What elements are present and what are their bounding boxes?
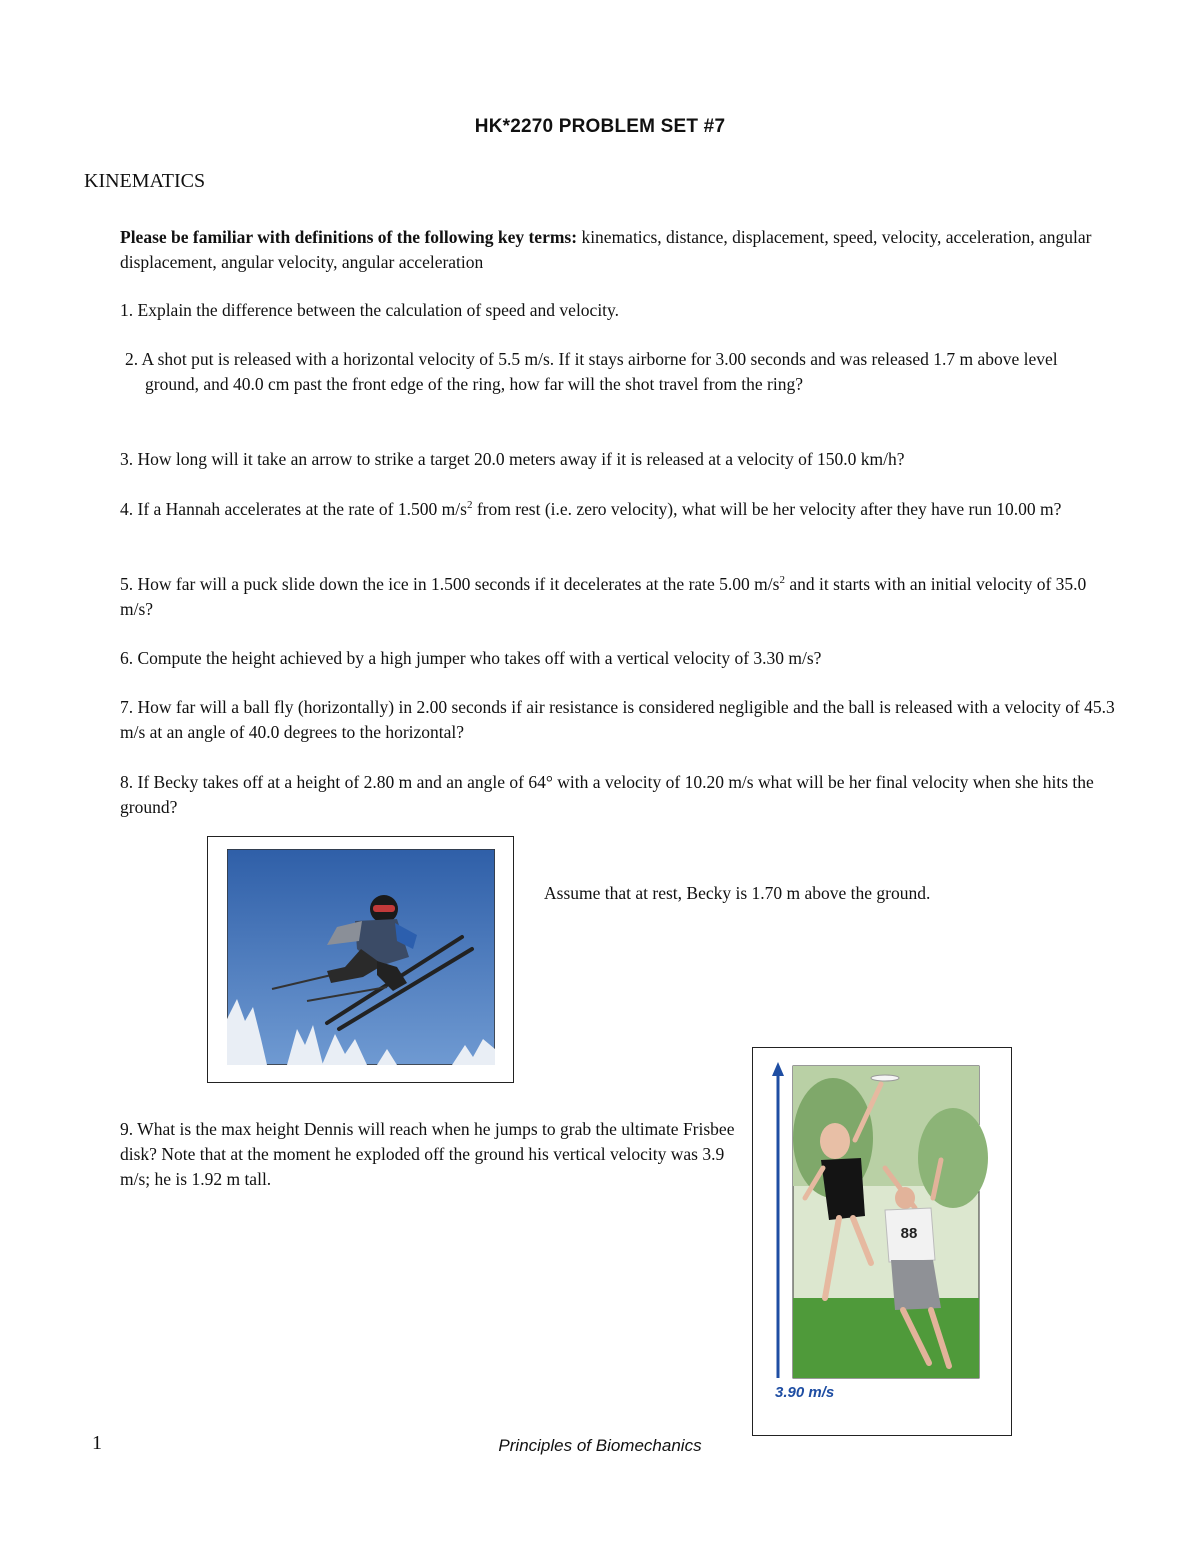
page-number: 1 xyxy=(92,1432,102,1454)
key-terms xyxy=(120,225,1120,275)
velocity-arrow xyxy=(772,1062,784,1378)
question-5-sup: 2 xyxy=(779,574,785,587)
question-4-text-a: 4. If a Hannah accelerates at the rate of 1.500 m/s xyxy=(120,499,467,519)
question-5 xyxy=(120,572,1120,622)
velocity-label: 3.90 m/s xyxy=(775,1384,835,1401)
page-title: HK*2270 PROBLEM SET #7 xyxy=(474,116,726,137)
question-2: 2. A shot put is released with a horizontal velocity of 5.5 m/s. If it stays airborne for 3.00 seconds and was released 1.7 m above level ground, and 40.0 cm past the front edge of the ring, how far will the shot travel from the ring? xyxy=(125,349,1058,394)
jersey-number: 88 xyxy=(900,1225,918,1242)
question-3: 3. How long will it take an arrow to strike a target 20.0 meters away if it is released at a velocity of 150.0 km/h? xyxy=(120,449,905,469)
skier-figure-frame xyxy=(207,836,514,1083)
question-4 xyxy=(120,497,1120,522)
skier-photo xyxy=(227,849,495,1065)
section-heading: KINEMATICS xyxy=(84,170,206,192)
question-4-sup: 2 xyxy=(466,499,473,512)
question-5-text-b: and it starts with an initial velocity of 35.0 m/s? xyxy=(120,574,1087,619)
question-1: 1. Explain the difference between the calculation of speed and velocity. xyxy=(120,300,620,320)
question-9: 9. What is the max height Dennis will reach when he jumps to grab the ultimate Frisbee disk? Note that at the moment he exploded off the ground his vertical velocity was 3.9 m/s; he is 1.92 m tall. xyxy=(120,1119,735,1189)
question-2-wrap xyxy=(125,347,1115,397)
question-4-text-b: from rest (i.e. zero velocity), what will be her velocity after they have run 10.00 m? xyxy=(472,499,1062,519)
question-7: 7. How far will a ball fly (horizontally) in 2.00 seconds if air resistance is considered negligible and the ball is released with a velocity of 45.3 m/s at an angle of 40.0 degrees to the horizontal? xyxy=(120,697,1115,742)
key-terms-list: kinematics, distance, displacement, speed, velocity, acceleration, angular displacement, angular velocity, angular acceleration xyxy=(120,227,1092,272)
question-8-note: Assume that at rest, Becky is 1.70 m above the ground. xyxy=(544,883,931,903)
frisbee-figure-frame xyxy=(752,1047,1012,1436)
frisbee-disk xyxy=(871,1075,899,1081)
question-6: 6. Compute the height achieved by a high jumper who takes off with a vertical velocity of 3.30 m/s? xyxy=(120,648,822,668)
question-5-text-a: 5. How far will a puck slide down the ice in 1.500 seconds if it decelerates at the rate 5.00 m/s xyxy=(120,574,780,594)
frisbee-photo xyxy=(753,1048,1010,1434)
key-terms-label: Please be familiar with definitions of the following key terms: xyxy=(120,227,578,247)
question-8: 8. If Becky takes off at a height of 2.80 m and an angle of 64° with a velocity of 10.20 m/s what will be her final velocity when she hits the ground? xyxy=(120,772,1094,817)
footer-course: Principles of Biomechanics xyxy=(498,1436,702,1455)
